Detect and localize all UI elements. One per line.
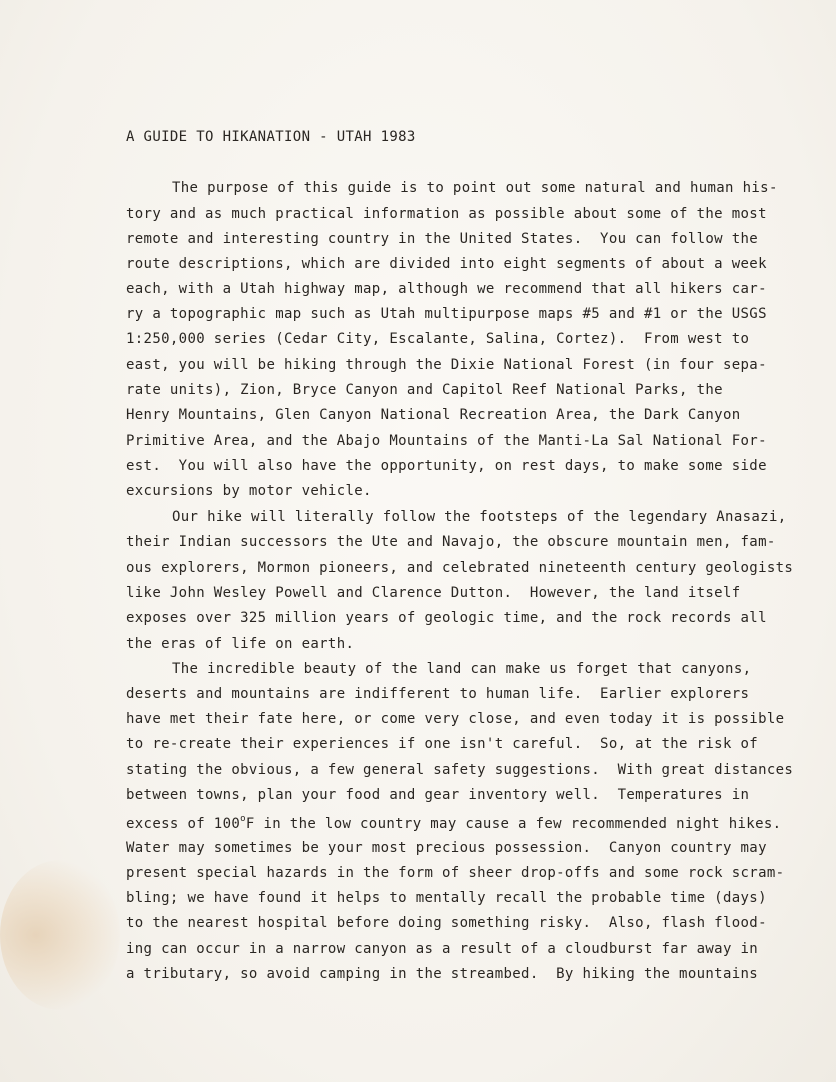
text-line: like John Wesley Powell and Clarence Dutton. However, the land itself	[126, 585, 741, 601]
text-line: The purpose of this guide is to point out some natural and human his-	[172, 180, 778, 196]
text-line: rate units), Zion, Bryce Canyon and Capitol Reef National Parks, the	[126, 382, 723, 398]
text-line: Our hike will literally follow the footsteps of the legendary Anasazi,	[172, 509, 787, 525]
text-line: between towns, plan your food and gear inventory well. Temperatures in	[126, 787, 750, 803]
text-line: est. You will also have the opportunity, on rest days, to make some side	[126, 458, 767, 474]
text-line: 1:250,000 series (Cedar City, Escalante, Salina, Cortez). From west to	[126, 331, 750, 347]
text-line: Primitive Area, and the Abajo Mountains of the Manti-La Sal National For-	[126, 433, 767, 449]
text-line-rest: F in the low country may cause a few recommended night hikes.	[245, 816, 782, 832]
document-title: A GUIDE TO HIKANATION - UTAH 1983	[126, 129, 416, 145]
text-line: ry a topographic map such as Utah multipurpose maps #5 and #1 or the USGS	[126, 306, 767, 322]
text-line: excursions by motor vehicle.	[126, 483, 372, 499]
paper-stain	[0, 860, 120, 1010]
text-line: stating the obvious, a few general safety suggestions. With great distances	[126, 762, 794, 778]
text-line: remote and interesting country in the United States. You can follow the	[126, 231, 759, 247]
temperature-value: excess of 100	[126, 816, 241, 832]
text-line: a tributary, so avoid camping in the streambed. By hiking the mountains	[126, 966, 759, 982]
text-line: route descriptions, which are divided into eight segments of about a week	[126, 256, 767, 272]
text-line: have met their fate here, or come very close, and even today it is possible	[126, 711, 785, 727]
text-line: ous explorers, Mormon pioneers, and celebrated nineteenth century geologists	[126, 560, 794, 576]
text-line: deserts and mountains are indifferent to human life. Earlier explorers	[126, 686, 750, 702]
text-line: Henry Mountains, Glen Canyon National Recreation Area, the Dark Canyon	[126, 407, 741, 423]
degree-symbol: o	[240, 814, 246, 824]
text-line: bling; we have found it helps to mentally recall the probable time (days)	[126, 890, 767, 906]
text-line: east, you will be hiking through the Dixie National Forest (in four sepa-	[126, 357, 767, 373]
text-line: ing can occur in a narrow canyon as a result of a cloudburst far away in	[126, 941, 759, 957]
text-line: exposes over 325 million years of geologic time, and the rock records all	[126, 610, 767, 626]
text-line: The incredible beauty of the land can make us forget that canyons,	[172, 661, 752, 677]
text-line-with-degree	[126, 815, 781, 831]
text-line: present special hazards in the form of sheer drop-offs and some rock scram-	[126, 865, 785, 881]
text-line: to re-create their experiences if one isn't careful. So, at the risk of	[126, 736, 759, 752]
text-line: Water may sometimes be your most precious possession. Canyon country may	[126, 840, 767, 856]
text-line: to the nearest hospital before doing something risky. Also, flash flood-	[126, 915, 767, 931]
text-line: tory and as much practical information as possible about some of the most	[126, 206, 767, 222]
text-line: the eras of life on earth.	[126, 636, 355, 652]
text-line: each, with a Utah highway map, although we recommend that all hikers car-	[126, 281, 767, 297]
text-line: their Indian successors the Ute and Navajo, the obscure mountain men, fam-	[126, 534, 776, 550]
